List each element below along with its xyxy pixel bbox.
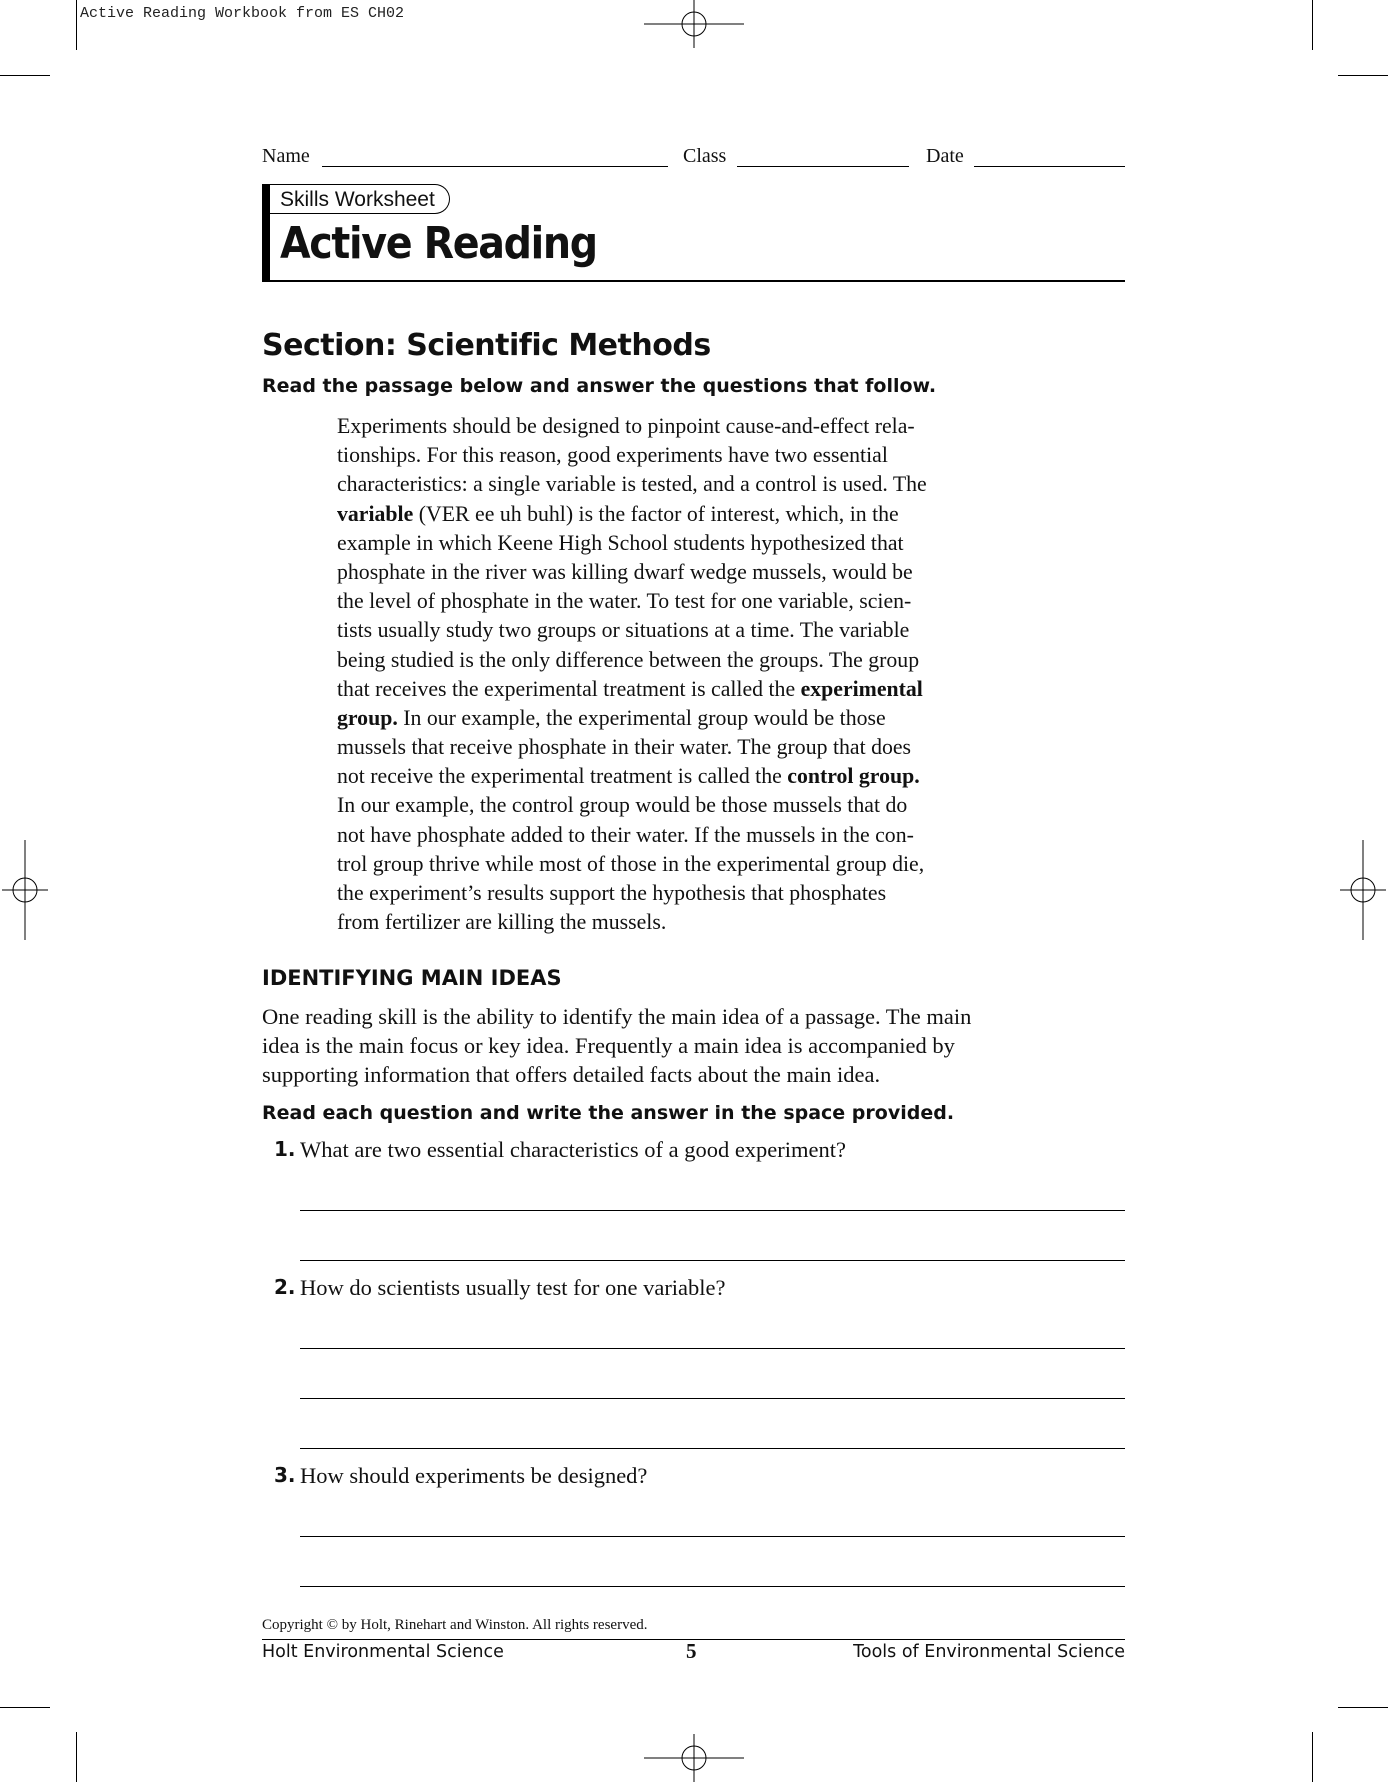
key-term: group.: [337, 705, 398, 730]
passage-line: [337, 733, 1057, 762]
answer-line[interactable]: [300, 1536, 1125, 1537]
header-fields: [262, 145, 1125, 169]
passage-text: In our example, the control group would be those mussels that do: [337, 793, 908, 818]
key-term: control group.: [787, 764, 920, 789]
passage-text: being studied is the only difference between the groups. The group: [337, 647, 920, 672]
answer-line[interactable]: [300, 1448, 1125, 1449]
registration-mark-bottom: [644, 1732, 744, 1782]
question-text: What are two essential characteristics of a good experiment?: [300, 1137, 847, 1162]
page-number: 5: [686, 1639, 697, 1663]
answer-line[interactable]: [300, 1348, 1125, 1349]
registration-mark-right: [1338, 840, 1388, 940]
passage-text: the experiment’s results support the hypothesis that phosphates: [337, 881, 887, 905]
answer-line[interactable]: [300, 1586, 1125, 1587]
passage-line: [337, 412, 1057, 441]
page-title: Active Reading: [280, 218, 597, 269]
title-rule: [262, 280, 1125, 282]
passage-text: tionships. For this reason, good experiments have two essential: [337, 443, 888, 468]
passage-line: [337, 529, 1057, 558]
passage-text: that receives the experimental treatment is called the: [337, 676, 801, 701]
registration-mark-top: [644, 0, 744, 50]
passage-line: [337, 850, 1057, 879]
passage-line: [337, 587, 1057, 616]
passage-text: phosphate in the river was killing dwarf wedge mussels, would be: [337, 559, 913, 584]
passage-text: not have phosphate added to their water. If the mussels in the con-: [337, 822, 914, 847]
name-field[interactable]: [322, 166, 668, 167]
passage-line: [337, 500, 1057, 529]
passage-line: [337, 616, 1057, 645]
answer-line[interactable]: [300, 1210, 1125, 1211]
passage-text: tists usually study two groups or situations at a time. The variable: [337, 618, 910, 643]
question-text: How should experiments be designed?: [300, 1463, 648, 1488]
answer-line[interactable]: [300, 1398, 1125, 1399]
reading-passage: [337, 412, 1057, 937]
crop-mark: [1312, 1732, 1313, 1782]
passage-line: [337, 646, 1057, 675]
crop-mark: [76, 0, 77, 50]
intro-line: One reading skill is the ability to identify the main idea of a passage. The main: [262, 1004, 972, 1029]
passage-line: [337, 441, 1057, 470]
passage-line: [337, 908, 1057, 937]
passage-text: from fertilizer are killing the mussels.: [337, 910, 667, 935]
intro-line: idea is the main focus or key idea. Frequently a main idea is accompanied by: [262, 1033, 955, 1058]
key-term: variable: [337, 501, 414, 526]
footer-book-title: Holt Environmental Science: [262, 1642, 504, 1662]
passage-line: [337, 821, 1057, 850]
title-bar: [262, 184, 270, 282]
passage-line: [337, 558, 1057, 587]
intro-paragraph: [262, 1002, 1142, 1089]
question-number: 2.: [274, 1275, 296, 1299]
passage-text: not receive the experimental treatment is called the: [337, 764, 788, 789]
title-block: [262, 184, 1125, 282]
passage-line: [337, 704, 1057, 733]
question-number: 1.: [274, 1137, 296, 1161]
worksheet-type-tab: Skills Worksheet: [270, 184, 450, 214]
passage-text: In our example, the experimental group would be those: [397, 705, 886, 730]
passage-text: example in which Keene High School students hypothesized that: [337, 530, 904, 555]
passage-line: [337, 762, 1057, 791]
date-field[interactable]: [974, 166, 1125, 167]
passage-text: mussels that receive phosphate in their water. The group that does: [337, 735, 912, 760]
key-term: experimental: [800, 676, 923, 701]
answer-line[interactable]: [300, 1260, 1125, 1261]
question-number: 3.: [274, 1463, 296, 1487]
crop-mark: [1312, 0, 1313, 50]
passage-text: trol group thrive while most of those in the experimental group die,: [337, 851, 925, 876]
registration-mark-left: [0, 840, 50, 940]
intro-line: supporting information that offers detailed facts about the main idea.: [262, 1062, 881, 1087]
footer-chapter-title: Tools of Environmental Science: [853, 1642, 1125, 1662]
crop-mark: [0, 75, 50, 76]
passage-line: [337, 879, 1057, 908]
passage-instruction: Read the passage below and answer the questions that follow.: [262, 375, 937, 397]
slug-text: Active Reading Workbook from ES CH02: [80, 5, 405, 22]
passage-text: (VER ee uh buhl) is the factor of interest, which, in the: [413, 501, 899, 526]
passage-line: [337, 791, 1057, 820]
sub-heading: IDENTIFYING MAIN IDEAS: [262, 966, 562, 990]
passage-text: the level of phosphate in the water. To test for one variable, scien-: [337, 589, 912, 614]
passage-line: [337, 470, 1057, 499]
section-heading: Section: Scientific Methods: [262, 328, 711, 363]
date-label: Date: [926, 145, 964, 167]
name-label: Name: [262, 145, 310, 167]
copyright-notice: Copyright © by Holt, Rinehart and Winston. All rights reserved.: [262, 1617, 648, 1633]
question-instruction: Read each question and write the answer in the space provided.: [262, 1102, 955, 1124]
passage-text: characteristics: a single variable is tested, and a control is used. The: [337, 472, 927, 497]
class-field[interactable]: [737, 166, 909, 167]
passage-line: [337, 675, 1057, 704]
crop-mark: [1338, 1707, 1388, 1708]
class-label: Class: [683, 145, 727, 167]
crop-mark: [1338, 75, 1388, 76]
crop-mark: [0, 1707, 50, 1708]
question-text: How do scientists usually test for one variable?: [300, 1275, 726, 1300]
crop-mark: [76, 1732, 77, 1782]
passage-text: Experiments should be designed to pinpoint cause-and-effect rela-: [337, 414, 915, 438]
